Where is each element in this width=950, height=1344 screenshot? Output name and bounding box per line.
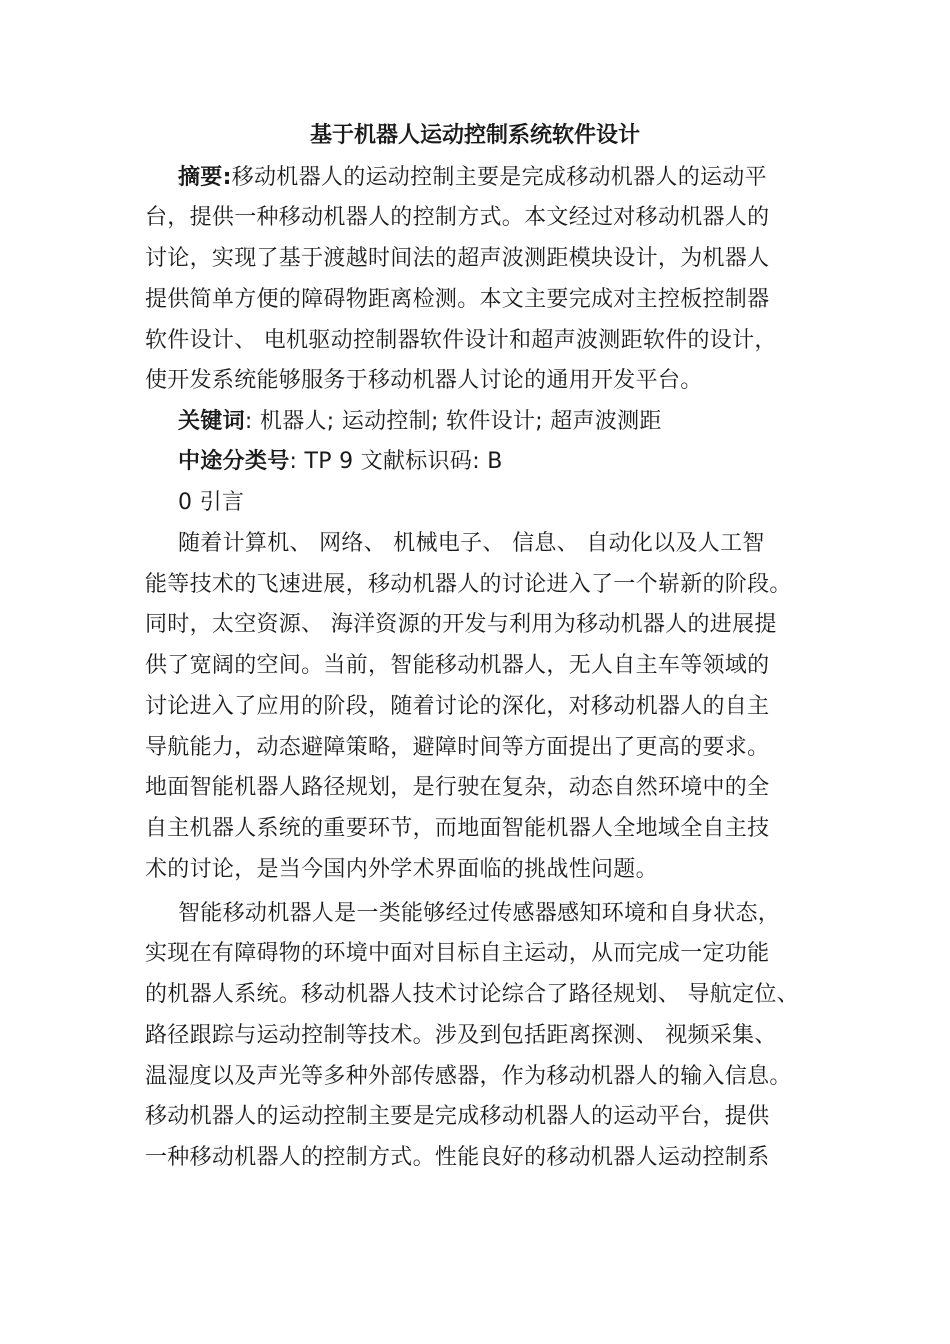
abstract-line-3: 讨论，实现了基于渡越时间法的超声波测距模块设计，为机器人	[145, 246, 770, 271]
paragraph1-line-4: 供了宽阔的空间。当前，智能移动机器人，无人自主车等领域的	[145, 653, 770, 678]
paragraph1-line-2: 能等技术的飞速进展，移动机器人的讨论进入了一个崭新的阶段。	[145, 572, 792, 597]
paragraph1-line-8: 自主机器人系统的重要环节，而地面智能机器人全地域全自主技	[145, 816, 770, 841]
paragraph1-line-5: 讨论进入了应用的阶段，随着讨论的深化，对移动机器人的自主	[145, 694, 770, 719]
abstract-label: 摘要:	[178, 165, 232, 190]
abstract-line-6: 使开发系统能够服务于移动机器人讨论的通用开发平台。	[145, 368, 703, 393]
abstract-line-5: 软件设计、 电机驱动控制器软件设计和超声波测距软件的设计，	[145, 328, 777, 353]
paragraph2-line-2: 实现在有障碍物的环境中面对目标自主运动，从而完成一定功能	[145, 941, 770, 966]
paragraph2-line-5: 温湿度以及声光等多种外部传感器，作为移动机器人的输入信息。	[145, 1064, 792, 1089]
paragraph1-line-6: 导航能力，动态避障策略，避障时间等方面提出了更高的要求。	[145, 735, 770, 760]
abstract-line-1	[178, 163, 767, 193]
classification-label: 中途分类号	[178, 449, 290, 474]
paragraph1-line-1: 随着计算机、 网络、 机械电子、 信息、 自动化以及人工智	[178, 531, 765, 556]
paragraph2-line-6: 移动机器人的运动控制主要是完成移动机器人的运动平台，提供	[145, 1104, 770, 1129]
abstract-text: 移动机器人的运动控制主要是完成移动机器人的运动平	[231, 165, 767, 190]
keywords-line	[178, 407, 662, 437]
paragraph1-line-7: 地面智能机器人路径规划，是行驶在复杂，动态自然环境中的全	[145, 775, 770, 800]
abstract-line-2: 台，提供一种移动机器人的控制方式。本文经过对移动机器人的	[145, 205, 770, 230]
paragraph1-line-3: 同时，太空资源、 海洋资源的开发与利用为移动机器人的进展提	[145, 612, 777, 637]
paragraph2-line-4: 路径跟踪与运动控制等技术。涉及到包括距离探测、 视频采集、	[145, 1023, 777, 1048]
paragraph2-line-1: 智能移动机器人是一类能够经过传感器感知环境和自身状态，	[178, 901, 781, 926]
classification-text: : TP 9 文献标识码: B	[289, 449, 503, 474]
keywords-text: : 机器人; 运动控制; 软件设计; 超声波测距	[244, 409, 662, 434]
paragraph1-line-9: 术的讨论，是当今国内外学术界面临的挑战性问题。	[145, 857, 658, 882]
section-heading: 0 引言	[178, 490, 245, 515]
keywords-label: 关键词	[178, 409, 245, 434]
classification-line	[178, 447, 503, 477]
paragraph2-line-3: 的机器人系统。移动机器人技术讨论综合了路径规划、 导航定位、	[145, 982, 799, 1007]
document-title: 基于机器人运动控制系统软件设计	[309, 123, 640, 148]
abstract-line-4: 提供简单方便的障碍物距离检测。本文主要完成对主控板控制器	[145, 287, 770, 312]
paragraph2-line-7: 一种移动机器人的控制方式。性能良好的移动机器人运动控制系	[145, 1145, 770, 1170]
